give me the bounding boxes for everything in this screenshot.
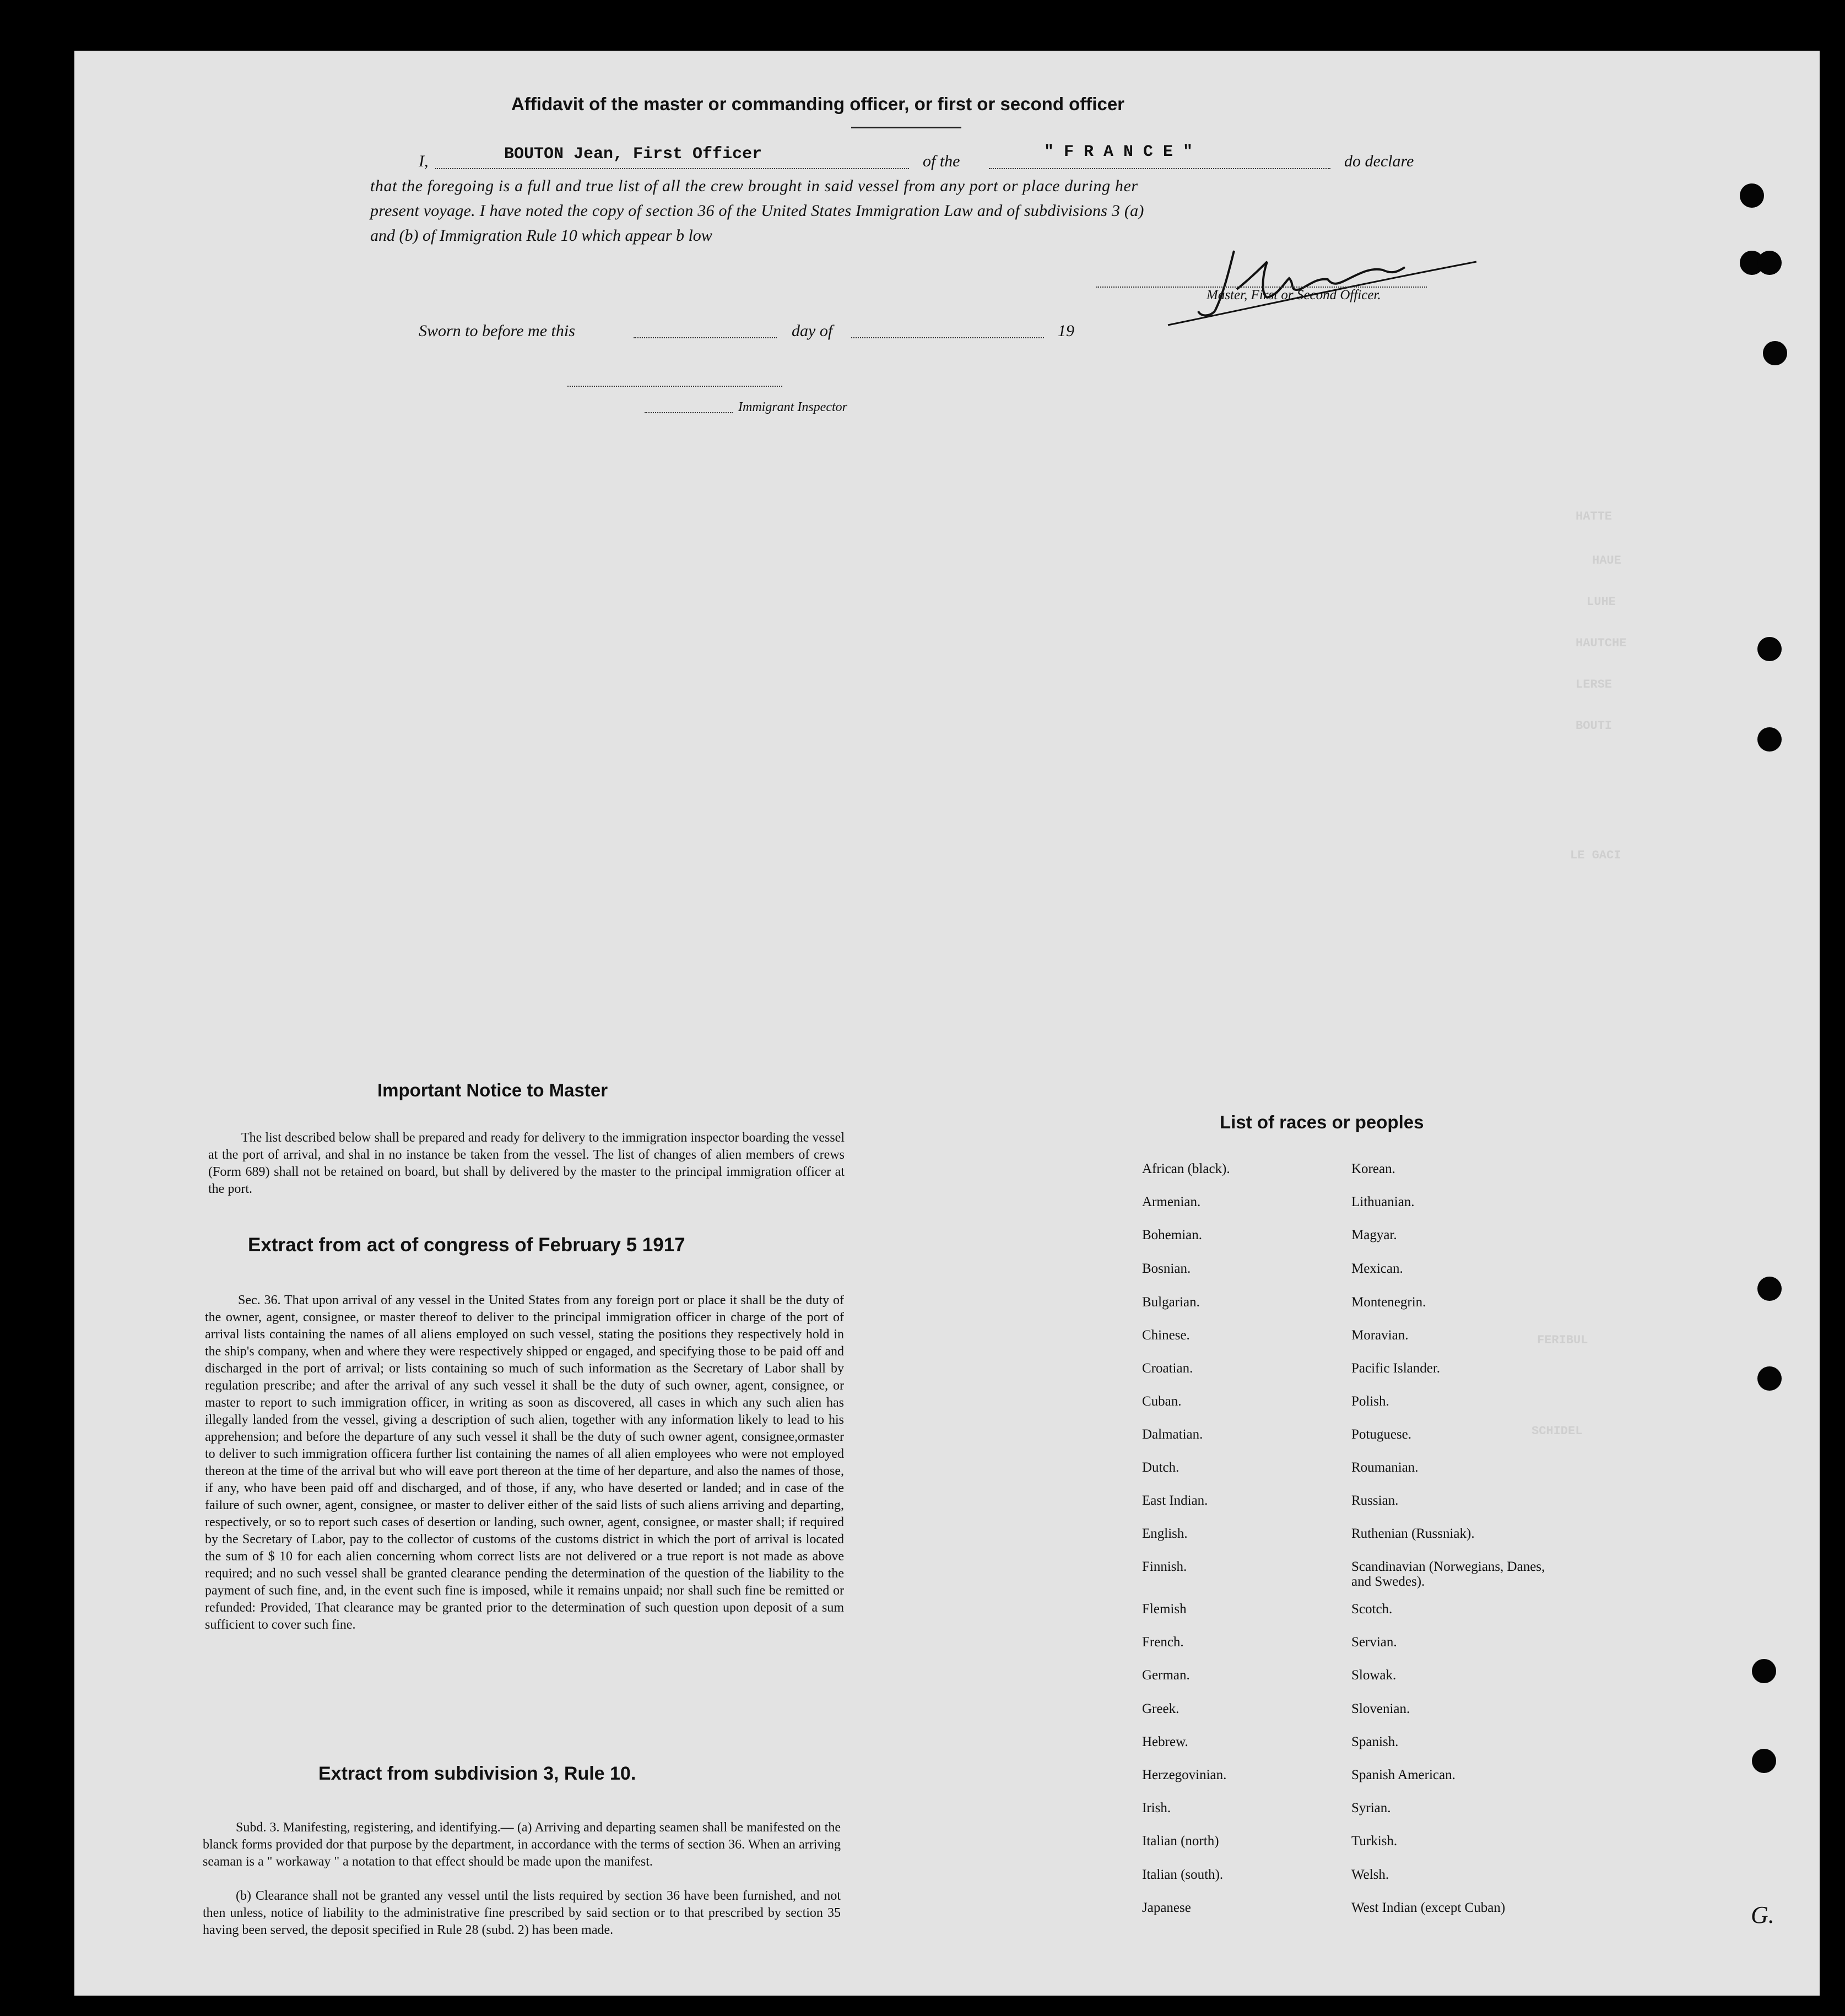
binder-hole <box>1740 183 1764 208</box>
race-item: Bohemian. <box>1142 1228 1203 1242</box>
binder-hole <box>1757 1366 1782 1391</box>
race-item: Pacific Islander. <box>1351 1361 1441 1376</box>
race-item: German. <box>1142 1668 1190 1683</box>
race-item: Slowak. <box>1351 1668 1397 1683</box>
inspector-sig-line <box>567 386 782 387</box>
race-item: African (black). <box>1142 1161 1230 1176</box>
race-item: Spanish American. <box>1351 1768 1456 1782</box>
binder-hole <box>1757 1277 1782 1301</box>
race-item: Syrian. <box>1351 1801 1391 1815</box>
ship-name-value: " F R A N C E " <box>1044 143 1193 161</box>
binder-hole <box>1757 727 1782 752</box>
signature-text <box>0 0 1 1</box>
affidavit-text-line4: and (b) of Immigration Rule 10 which appear b low <box>370 226 712 245</box>
race-item: Welsh. <box>1351 1867 1389 1882</box>
notice-title: Important Notice to Master <box>377 1080 608 1100</box>
document-page <box>74 51 1820 1996</box>
race-item: Bulgarian. <box>1142 1295 1200 1310</box>
extract-act-title: Extract from act of congress of February 5 1917 <box>248 1234 685 1256</box>
race-item: Armenian. <box>1142 1195 1201 1209</box>
binder-hole <box>1763 341 1787 365</box>
extract-act-text: Sec. 36. That upon arrival of any vessel in the United States from any foreign port or place it shall be the duty of the owner, agent, consignee, or master thereof to deliver to the principal immigration officer in charge of the port of arrival lists containing the names of all aliens employed on such vessel, stating the positions they respectively hold in the ship's company, when and where they were respectively shipped or engaged, and specifying those to be paid off and discharged in the port of arrival; or lists containing so much of such information as the Secretary of Labor shall by regulation prescribe; and after the arrival of any such vessel it shall be the duty of such owner, agent, consignee, or master to report to such immigration officer, in writing as soon as discovered, all cases in which any such alien has illegally landed from the vessel, giving a description of such alien, together with any information likely to lead to his apprehension; and before the departure of any such vessel it shall be the duty of such owner agent, consignee,ormaster to deliver to such immigration officera further list containing the names of all alien employees who were not employed thereon at the time of the arrival but who will eave port thereon at the time of her departure, and also the names of those, if any, who have been paid off and discharged, and of those, if any, who have deserted or landed; and in case of the failure of such owner, agent, consignee, or master to deliver either of the said lists of such aliens arriving and departing, respectively, or so to report such cases of desertion or landing, such owner, agent, consignee, or master shall; if required by the Secretary of Labor, pay to the collector of customs of the customs district in which the port of arrival is located the sum of $ 10 for each alien concerning whom correct lists are not delivered or a true report is not made as above required; and no such vessel shall be granted clearance pending the determination of the question of the liability to the payment of such fine, and, in the event such fine is imposed, while it remains unpaid; nor shall such fine be remitted or refunded: Provided, That clearance may be granted prior to the determination of such question upon deposit of a sum sufficient to cover such fine. <box>205 1293 844 1632</box>
race-item: Dalmatian. <box>1142 1427 1203 1442</box>
race-item: Greek. <box>1142 1701 1179 1716</box>
race-item: Flemish <box>1142 1602 1187 1617</box>
race-item: Croatian. <box>1142 1361 1193 1376</box>
binder-hole <box>1757 637 1782 661</box>
notice-text: The list described below shall be prepared and ready for delivery to the immigration inspector boarding the vessel at the port of arrival, and shal in no instance be taken from the vessel. The list of changes of alien members of crews (Form 689) shall not be retained on board, but shall by delivered by the master to the principal immigration officer at the port. <box>208 1131 845 1196</box>
races-title: List of races or peoples <box>1220 1112 1424 1132</box>
affidavit-text-line3: present voyage. I have noted the copy of section 36 of the United States Immigration Law and of subdivisions 3 (a) <box>370 202 1144 220</box>
binder-hole <box>1752 1659 1776 1683</box>
race-item: East Indian. <box>1142 1493 1208 1508</box>
inspector-line <box>645 412 733 413</box>
extract-rule-para1: Subd. 3. Manifesting, registering, and identifying.— (a) Arriving and departing seamen shall be manifested on the blanck forms provided dor that purpose by the department, in accordance with the terms of section 36. When an arriving seaman is a " workaway " a notation to that effect should be made upon the manifest. <box>203 1820 841 1869</box>
inspector-caption: Immigrant Inspector <box>738 400 847 414</box>
race-item: Roumanian. <box>1351 1460 1419 1475</box>
signature-caption: Master, First or Second Officer. <box>1206 288 1381 302</box>
race-item: Russian. <box>1351 1493 1399 1508</box>
race-item: Mexican. <box>1351 1261 1403 1276</box>
race-item: Italian (north) <box>1142 1834 1219 1849</box>
race-item: Slovenian. <box>1351 1701 1410 1716</box>
race-item: Irish. <box>1142 1801 1171 1815</box>
race-item: French. <box>1142 1635 1184 1650</box>
sworn-label: Sworn to before me this <box>419 322 575 340</box>
race-item: Herzegovinian. <box>1142 1768 1227 1782</box>
race-item: Turkish. <box>1351 1834 1398 1849</box>
race-item: Lithuanian. <box>1351 1195 1415 1209</box>
extract-rule-para2: (b) Clearance shall not be granted any vessel until the lists required by section 36 have been furnished, and not then unless, notice of liability to the administrative fine prescribed by said section or to that prescribed by section 35 having been served, the deposit specified in Rule 28 (subd. 2) has been made. <box>203 1889 841 1937</box>
race-item: English. <box>1142 1526 1188 1541</box>
race-item: Chinese. <box>1142 1328 1190 1343</box>
race-item: Scandinavian (Norwegians, Danes, and Swedes). <box>1351 1559 1545 1589</box>
race-item: Italian (south). <box>1142 1867 1224 1882</box>
officer-signature <box>1096 234 1482 328</box>
race-item: Dutch. <box>1142 1460 1179 1475</box>
affidavit-text-line2: that the foregoing is a full and true list of all the crew brought in said vessel from any port or place during her <box>370 177 1138 195</box>
race-item: Scotch. <box>1351 1602 1393 1617</box>
officer-name-value: BOUTON Jean, First Officer <box>504 145 762 164</box>
do-declare-label: do declare <box>1344 152 1414 170</box>
affidavit-title: Affidavit of the master or commanding officer, or first or second officer <box>511 94 1125 114</box>
race-item: Moravian. <box>1351 1328 1409 1343</box>
of-the-label: of the <box>923 152 960 170</box>
race-item: Servian. <box>1351 1635 1397 1650</box>
race-item: Cuban. <box>1142 1394 1182 1409</box>
officer-name-line <box>435 168 909 169</box>
race-item: Korean. <box>1351 1161 1395 1176</box>
race-item: Japanese <box>1142 1900 1191 1915</box>
race-item: Potuguese. <box>1351 1427 1412 1442</box>
year-label: 19 <box>1058 322 1074 340</box>
sworn-month-line <box>851 337 1044 338</box>
race-item: West Indian (except Cuban) <box>1351 1900 1506 1915</box>
line1-prefix: I, <box>419 152 429 170</box>
ship-name-line <box>989 168 1330 169</box>
race-item: Bosnian. <box>1142 1261 1191 1276</box>
margin-mark: G. <box>1751 1901 1774 1928</box>
race-item: Spanish. <box>1351 1734 1399 1749</box>
sworn-day-line <box>634 337 777 338</box>
binder-hole <box>1752 1749 1776 1773</box>
extract-rule-title: Extract from subdivision 3, Rule 10. <box>318 1763 636 1784</box>
race-item: Hebrew. <box>1142 1734 1188 1749</box>
day-of-label: day of <box>792 322 833 340</box>
title-rule <box>851 127 961 128</box>
binder-hole <box>1757 251 1782 275</box>
race-item: Magyar. <box>1351 1228 1397 1242</box>
race-item: Finnish. <box>1142 1559 1187 1574</box>
race-item: Montenegrin. <box>1351 1295 1426 1310</box>
race-item: Polish. <box>1351 1394 1389 1409</box>
race-item: Ruthenian (Russniak). <box>1351 1526 1475 1541</box>
